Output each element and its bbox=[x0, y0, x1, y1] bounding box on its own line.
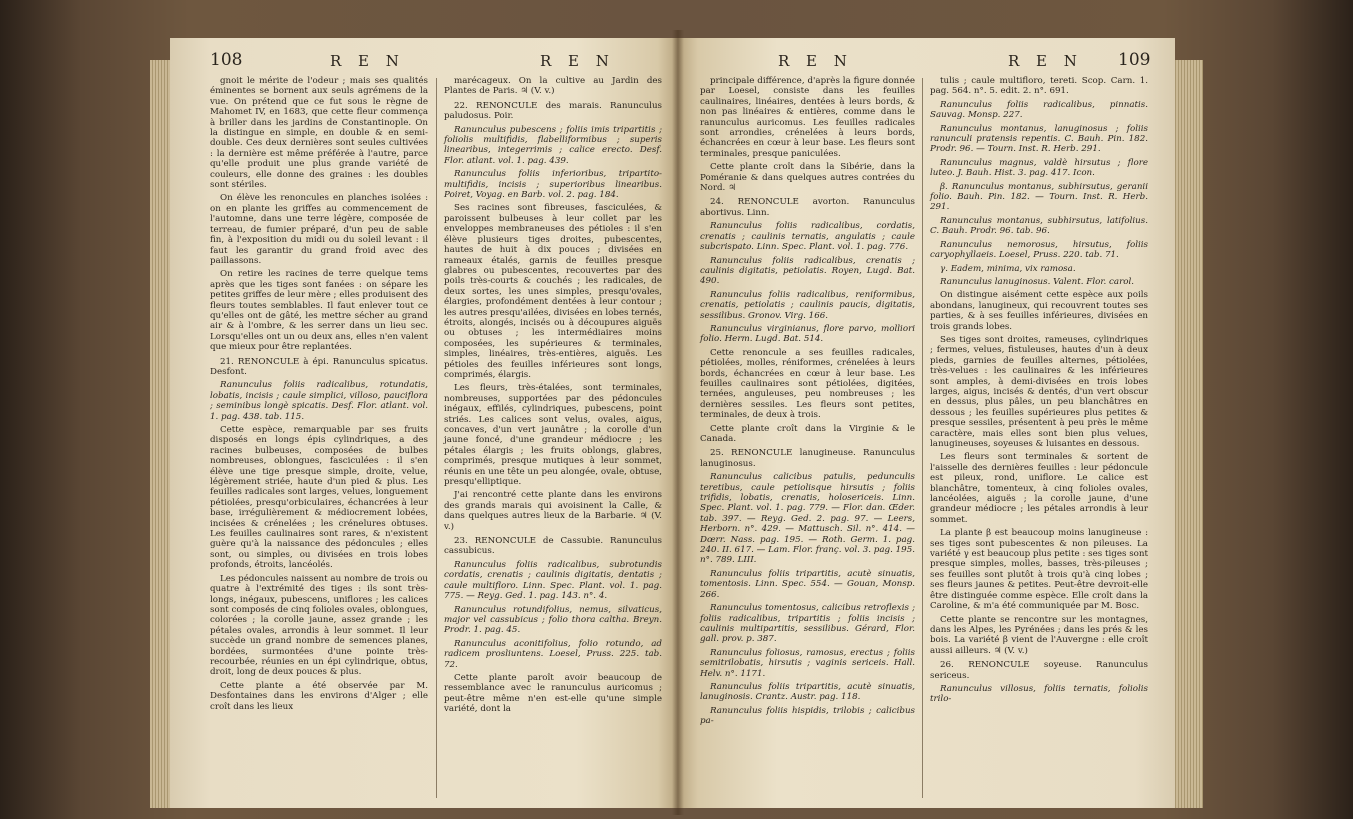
paragraph: Ranunculus virginianus, flore parvo, molliori folio. Herm. Lugd. Bat. 514. bbox=[700, 323, 915, 345]
paragraph: 21. RENONCULE à épi. Ranunculus spicatus. Desfont. bbox=[210, 356, 428, 377]
paragraph: Ranunculus foliis radicalibus, pinnatis. Sauvag. Monsp. 227. bbox=[930, 99, 1148, 121]
column-rule bbox=[436, 78, 437, 798]
paragraph: gnoit le mérite de l'odeur ; mais ses qualités éminentes se bornent aux seuls agrémens de la vue. On prétend que ce fut sous le règne de Mahomet IV, en 1683, que cette fleur commença à briller dans les jardins de Constantinople. On la distingue en simple, en double & en semi-double. Ces deux dernières sont seules cultivées : la dernière est même préférée à l'autre, parce qu'elle produit une plus grande variété de couleurs, elle donne des graines : les doubles sont stériles. bbox=[210, 76, 428, 191]
paragraph: Les fleurs, très-étalées, sont terminales, nombreuses, supportées par des pédoncules inégaux, effilés, cylindriques, pubescens, point striés. Les calices sont velus, ovales, aigus, concaves, d'un vert jaunâtre ; la corolle d'un jaune foncé, d'une grandeur médiocre ; les pétales élargis ; les fruits oblongs, glabres, comprimés, presque mutiques à leur sommet, réunis en une tête un peu alongée, ovale, obtuse, presqu'elliptique. bbox=[444, 383, 662, 488]
left-page bbox=[170, 38, 678, 808]
paragraph: γ. Eadem, minima, vix ramosa. bbox=[940, 263, 1076, 274]
paragraph: Ranunculus calicibus patulis, pedunculis teretibus, caule petiolisque hirsutis ; foliis trifidis, lobatis, crenatis, holosericeis. Linn. Spec. Plant. vol. 1. pag. 779. — Flor. dan. Œder. tab. 397. — Reyg. Ged. 2. pag. 97. — Leers, Herborn. n°. 429. — Mattusch. Sil. n°. 414. — Dœrr. Nass. pag. 195. — Roth. Germ. 1. pag. 240. II. 617. — Lam. Flor. franç. vol. 3. pag. 195. n°. 789. LIII. bbox=[700, 472, 915, 566]
paragraph: J'ai rencontré cette plante dans les environs des grands marais qui avoisinent la Calle, & dans quelques autres lieux de la Barbarie. ♃ (V. v.) bbox=[444, 490, 662, 532]
page-number: 109 bbox=[1118, 50, 1151, 70]
paragraph: Cette plante se rencontre sur les montagnes, dans les Alpes, les Pyrénées ; dans les prés & les bois. La variété β vient de l'Auvergne : elle croît aussi ailleurs. ♃ (V. v.) bbox=[930, 614, 1148, 656]
paragraph: Ranunculus foliis radicalibus, rotundatis, lobatis, incisis ; caule simplici, villoso, pauciflora ; seminibus longè spicatis. Desf. Flor. atlant. vol. 1. pag. 438. tab. 115. bbox=[210, 380, 428, 422]
column-rule bbox=[922, 78, 923, 798]
paragraph: Ranunculus aconitifolius, folio rotundo, ad radicem prosliuntens. Loesel, Pruss. 225. tab. 72. bbox=[444, 638, 662, 670]
running-header-right: R E N bbox=[1008, 52, 1083, 70]
paragraph: Ses racines sont fibreuses, fasciculées, & paroissent bulbeuses à leur collet par les enveloppes membraneuses des pétioles : il s'en élève plusieurs tiges droites, pubescentes, hautes de huit à dix pouces ; divisées en rameaux étalés, garnis de feuilles presque glabres ou pubescentes, recouvertes par des poils très-courts & couchés ; les radicales, de deux sortes, les unes simples, presqu'ovales, élargies, profondément dentées à leur contour ; les autres presqu'ailées, divisées en lobes ternés, étroits, alongés, incisés ou à découpures aiguës ou obtuses ; les intermédiaires moins composées, les supérieures & terminales, simples, linéaires, très-entières, aiguës. Les pétioles des feuilles inférieures sont longs, comprimés, élargis. bbox=[444, 203, 662, 380]
running-header-left: R E N bbox=[330, 52, 405, 70]
running-header-left: R E N bbox=[778, 52, 853, 70]
paragraph: Ranunculus nemorosus, hirsutus, foliis caryophyllaeis. Loesel, Pruss. 220. tab. 71. bbox=[930, 239, 1148, 261]
running-header-right: R E N bbox=[540, 52, 615, 70]
paragraph: Ranunculus foliis tripartitis, acutè sinuatis, tomentosis. Linn. Spec. 554. — Gouan, Monsp. 266. bbox=[700, 568, 915, 600]
paragraph: Ranunculus montanus, subhirsutus, latifolius. C. Bauh. Prodr. 96. tab. 96. bbox=[930, 215, 1148, 237]
paragraph: 22. RENONCULE des marais. Ranunculus paludosus. Poir. bbox=[444, 100, 662, 122]
paragraph: 25. RENONCULE lanugineuse. Ranunculus lanuginosus. bbox=[700, 448, 915, 469]
paragraph: Ranunculus pubescens ; foliis imis tripartitis ; foliolis multifidis, flabelliformibus ; superis linearibus, integerrimis ; calice erecto. Desf. Flor. atlant. vol. 1. pag. 439. bbox=[444, 124, 662, 166]
paragraph: Cette plante croît dans la Sibérie, dans la Poméranie & dans quelques autres contrées du Nord. ♃ bbox=[700, 162, 915, 194]
paragraph: 24. RENONCULE avorton. Ranunculus abortivus. Linn. bbox=[700, 197, 915, 218]
paragraph: Ranunculus rotundifolius, nemus, silvaticus, major vel cassubicus ; folio thora caltha. Breyn. Prodr. 1. pag. 45. bbox=[444, 604, 662, 636]
paragraph: Les pédoncules naissent au nombre de trois ou quatre à l'extrémité des tiges : ils sont très-longs, inégaux, pubescens, uniflores ; les calices sont composés de cinq folioles ovales, oblongues, colorées ; la corolle jaune, assez grande ; les pétales ovales, arrondis à leur sommet. Il leur succède un grand nombre de semences planes, bordées, surmontées d'une pointe très-recourbée, réunies en un épi cylindrique, obtus, droit, long de deux pouces & plus. bbox=[210, 573, 429, 678]
right-page bbox=[678, 38, 1175, 808]
paragraph: Cette renoncule a ses feuilles radicales, pétiolées, molles, réniformes, crénelées à leurs bords, échancrées en cœur à leur base. Les feuilles caulinaires sont pétiolées, digitées, ternées, anguleuses, peu nombreuses ; les dernières sessiles. Les fleurs sont petites, terminales, de deux à trois. bbox=[700, 347, 915, 421]
paragraph: Cette plante croît dans la Virginie & le Canada. bbox=[700, 423, 915, 444]
paragraph: Ranunculus foliis radicalibus, cordatis, crenatis ; caulinis ternatis, angulatis ; caule subcrispato. Linn. Spec. Plant. vol. 1. pag. 776. bbox=[700, 221, 915, 253]
paragraph: Les fleurs sont terminales & sortent de l'aisselle des dernières feuilles : leur pédoncule est pileux, rond, uniflore. Le calice est blanchâtre, tomenteux, à cinq folioles ovales, lancéolées, aiguës ; la corolle jaune, d'une grandeur médiocre ; les pétales arrondis à leur sommet. bbox=[930, 452, 1148, 525]
left-page-column-1 bbox=[210, 76, 428, 715]
paragraph: La plante β est beaucoup moins lanugineuse : ses tiges sont pubescentes & non pileuses. La variété γ est beaucoup plus petite : ses tiges sont presque simples, molles, basses, très-pileuses ; ses feuilles sont plutôt à trois qu'à cinq lobes ; ses fleurs jaunes & petites. Peut-être devroit-elle être distinguée comme espèce. Elle croît dans la Caroline, & m'a été communiquée par M. Bosc. bbox=[930, 528, 1148, 612]
paragraph: Ranunculus foliosus, ramosus, erectus ; foliis semitrilobatis, hirsutis ; vaginis sericeis. Hall. Helv. n°. 1171. bbox=[700, 647, 915, 679]
paragraph: Ranunculus foliis hispidis, trilobis ; calicibus pa- bbox=[700, 705, 915, 727]
paragraph: Ses tiges sont droites, rameuses, cylindriques ; fermes, velues, fistuleuses, hautes d'un à deux pieds, garnies de feuilles alternes, pétiolées, très-velues : les caulinaires & les inférieures sont amples, à demi-divisées en trois lobes larges, aigus, incisés & dentés, d'un vert obscur en dessus, plus pâles, un peu blanchâtres en dessous ; les feuilles supérieures plus petites & presque sessiles, présentent à peu près le même caractère, mais elles sont bien plus velues, lanugineuses, soyeuses & luisantes en dessous. bbox=[930, 334, 1148, 449]
paragraph: Ranunculus tomentosus, calicibus retroflexis ; foliis radicalibus, tripartitis ; foliis incisis ; caulinis multipartitis, sessilibus. Gérard, Flor. gall. prov. p. 387. bbox=[700, 603, 915, 645]
page-edges-right bbox=[1173, 60, 1203, 808]
paragraph: marécageux. On la cultive au Jardin des Plantes de Paris. ♃ (V. v.) bbox=[444, 76, 662, 97]
paragraph: Ranunculus magnus, valdè hirsutus ; flore luteo. J. Bauh. Hist. 3. pag. 417. Icon. bbox=[930, 157, 1148, 179]
paragraph: Ranunculus foliis tripartitis, acutè sinuatis, lanuginosis. Crantz. Austr. pag. 118. bbox=[700, 681, 915, 703]
paragraph: β. Ranunculus montanus, subhirsutus, geranii folio. Bauh. Pin. 182. — Tourn. Inst. R. Herb. 291. bbox=[930, 181, 1148, 213]
page-number: 108 bbox=[210, 50, 243, 70]
paragraph: Ranunculus montanus, lanuginosus ; foliis ranunculi pratensis repentis. C. Bauh. Pin. 182. Prodr. 96. — Tourn. Inst. R. Herb. 291. bbox=[930, 123, 1148, 155]
page-edges-left bbox=[150, 60, 172, 808]
paragraph: Ranunculus lanuginosus. Valent. Flor. carol. bbox=[940, 276, 1135, 287]
paragraph: Ranunculus foliis radicalibus, subrotundis cordatis, crenatis ; caulinis digitatis, dentatis ; caule multifloro. Linn. Spec. Plant. vol. 1. pag. 775. — Reyg. Ged. 1. pag. 143. n°. 4. bbox=[444, 559, 662, 602]
paragraph: On distingue aisément cette espèce aux poils abondans, lanugineux, qui recouvrent toutes ses parties, & à ses feuilles inférieures, divisées en trois grands lobes. bbox=[930, 290, 1148, 332]
paragraph: 23. RENONCULE de Cassubie. Ranunculus cassubicus. bbox=[444, 536, 662, 557]
paragraph: Cette espèce, remarquable par ses fruits disposés en longs épis cylindriques, a des racines bulbeuses, composées de bulbes nombreuses, oblongues, fasciculées : il s'en élève une tige presque simple, droite, velue, légèrement striée, haute d'un pied & plus. Les feuilles radicales sont larges, velues, longuement pétiolées, presqu'orbiculaires, échancrées à leur base, irrégulièrement & médiocrement lobées, incisées & crénelées ; les crénelures obtuses. Les feuilles caulinaires sont rares, & n'existent guère qu'à la naissance des pédoncules ; elles sont, ou simples, ou divisées en trois lobes profonds, étroits, lancéolés. bbox=[210, 425, 428, 571]
paragraph: On retire les racines de terre quelque tems après que les tiges sont fanées : on sépare les petites griffes de leur mère ; elles produisent des fleurs toutes semblables. Il faut enlever tout ce qu'elles ont de gâté, les mettre sécher au grand air & à l'ombre, & les serrer dans un lieu sec. Lorsqu'elles ont un ou deux ans, elles n'en valent que mieux pour être replantées. bbox=[210, 269, 428, 353]
right-page-column-2 bbox=[930, 76, 1148, 708]
paragraph: Ranunculus foliis radicalibus, crenatis ; caulinis digitatis, petiolatis. Royen, Lugd. Bat. 490. bbox=[700, 255, 915, 287]
paragraph: tulis ; caule multifloro, tereti. Scop. Carn. 1. pag. 564. n°. 5. edit. 2. n°. 691. bbox=[930, 76, 1148, 97]
paragraph: 26. RENONCULE soyeuse. Ranunculus sericeus. bbox=[930, 660, 1148, 681]
paragraph: Ranunculus villosus, foliis ternatis, foliolis trilo- bbox=[930, 683, 1148, 705]
paragraph: Cette plante a été observée par M. Desfontaines dans les environs d'Alger ; elle croît dans les lieux bbox=[210, 680, 428, 712]
right-page-column-1 bbox=[700, 76, 915, 730]
paragraph: On élève les renoncules en planches isolées : on en plante les griffes au commencement de l'automne, dans une terre légère, composée de terreau, de fumier préparé, d'un peu de sable fin, à l'exposition du midi ou du soleil levant : il faut les garantir du grand froid avec des paillassons. bbox=[210, 193, 428, 266]
left-page-column-2 bbox=[444, 76, 662, 718]
paragraph: principale différence, d'après la figure donnée par Loesel, consiste dans les feuilles caulinaires, linéaires, dentées à leurs bords, & non pas linéaires & entières, comme dans le ranunculus auricomus. Les feuilles radicales sont arrondies, crénelées à leurs bords, échancrées en cœur à leur base. Les fleurs sont terminales, presque paniculées. bbox=[700, 76, 915, 159]
paragraph: Ranunculus foliis radicalibus, reniformibus, crenatis, petiolatis ; caulinis paucis, digitatis, sessilibus. Gronov. Virg. 166. bbox=[700, 289, 915, 321]
paragraph: Cette plante paroît avoir beaucoup de ressemblance avec le ranunculus auricomus ; peut-être même n'en est-elle qu'une simple variété, dont la bbox=[444, 672, 662, 715]
paragraph: Ranunculus foliis inferioribus, tripartito-multifidis, incisis ; superioribus linearibus. Poiret, Voyag. en Barb. vol. 2. pag. 184. bbox=[444, 169, 662, 201]
book-gutter bbox=[672, 30, 684, 815]
